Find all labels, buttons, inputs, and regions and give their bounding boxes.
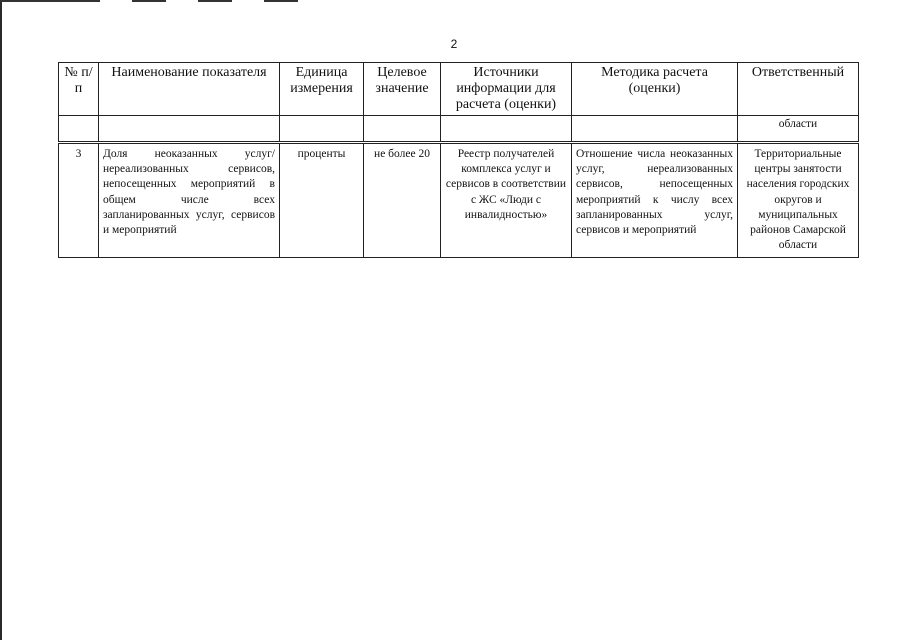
responsible-value: Территориальные центры занятости населения городских округов и муниципальных районов Самарской области (738, 143, 859, 258)
indicators-table (58, 62, 859, 258)
header-source: Источники информации для расчета (оценки) (441, 63, 572, 116)
indicator-name: Доля неоказанных услуг/ нереализованных сервисов, непосещенных мероприятий в общем числе всех запланированных услуг, сервисов и мероприятий (99, 143, 280, 258)
table-cell: области (738, 116, 859, 143)
continuation-row (59, 116, 859, 143)
method-value: Отношение числа неоказанных услуг, нереализованных сервисов, непосещенных мероприятий к числу всех запланированных услуг, сервисов и мероприятий (572, 143, 738, 258)
header-responsible: Ответственный (738, 63, 859, 116)
header-unit: Единица измерения (280, 63, 364, 116)
table-cell (572, 116, 738, 143)
header-name: Наименование показателя (99, 63, 280, 116)
unit-value: проценты (280, 143, 364, 258)
page-number: 2 (450, 37, 458, 51)
table-cell (364, 116, 441, 143)
table-cell (280, 116, 364, 143)
target-value: не более 20 (364, 143, 441, 258)
table-header-row (59, 63, 859, 116)
scan-top-marks (0, 0, 906, 3)
table-cell (99, 116, 280, 143)
header-method: Методика расчета (оценки) (572, 63, 738, 116)
source-value: Реестр получателей комплекса услуг и сервисов в соответствии с ЖС «Люди с инвалидностью» (441, 143, 572, 258)
table-row (59, 143, 859, 258)
table-cell (441, 116, 572, 143)
header-num: № п/п (59, 63, 99, 116)
scan-left-edge (0, 0, 2, 640)
table-cell (59, 116, 99, 143)
row-num: 3 (59, 143, 99, 258)
header-target: Целевое значение (364, 63, 441, 116)
